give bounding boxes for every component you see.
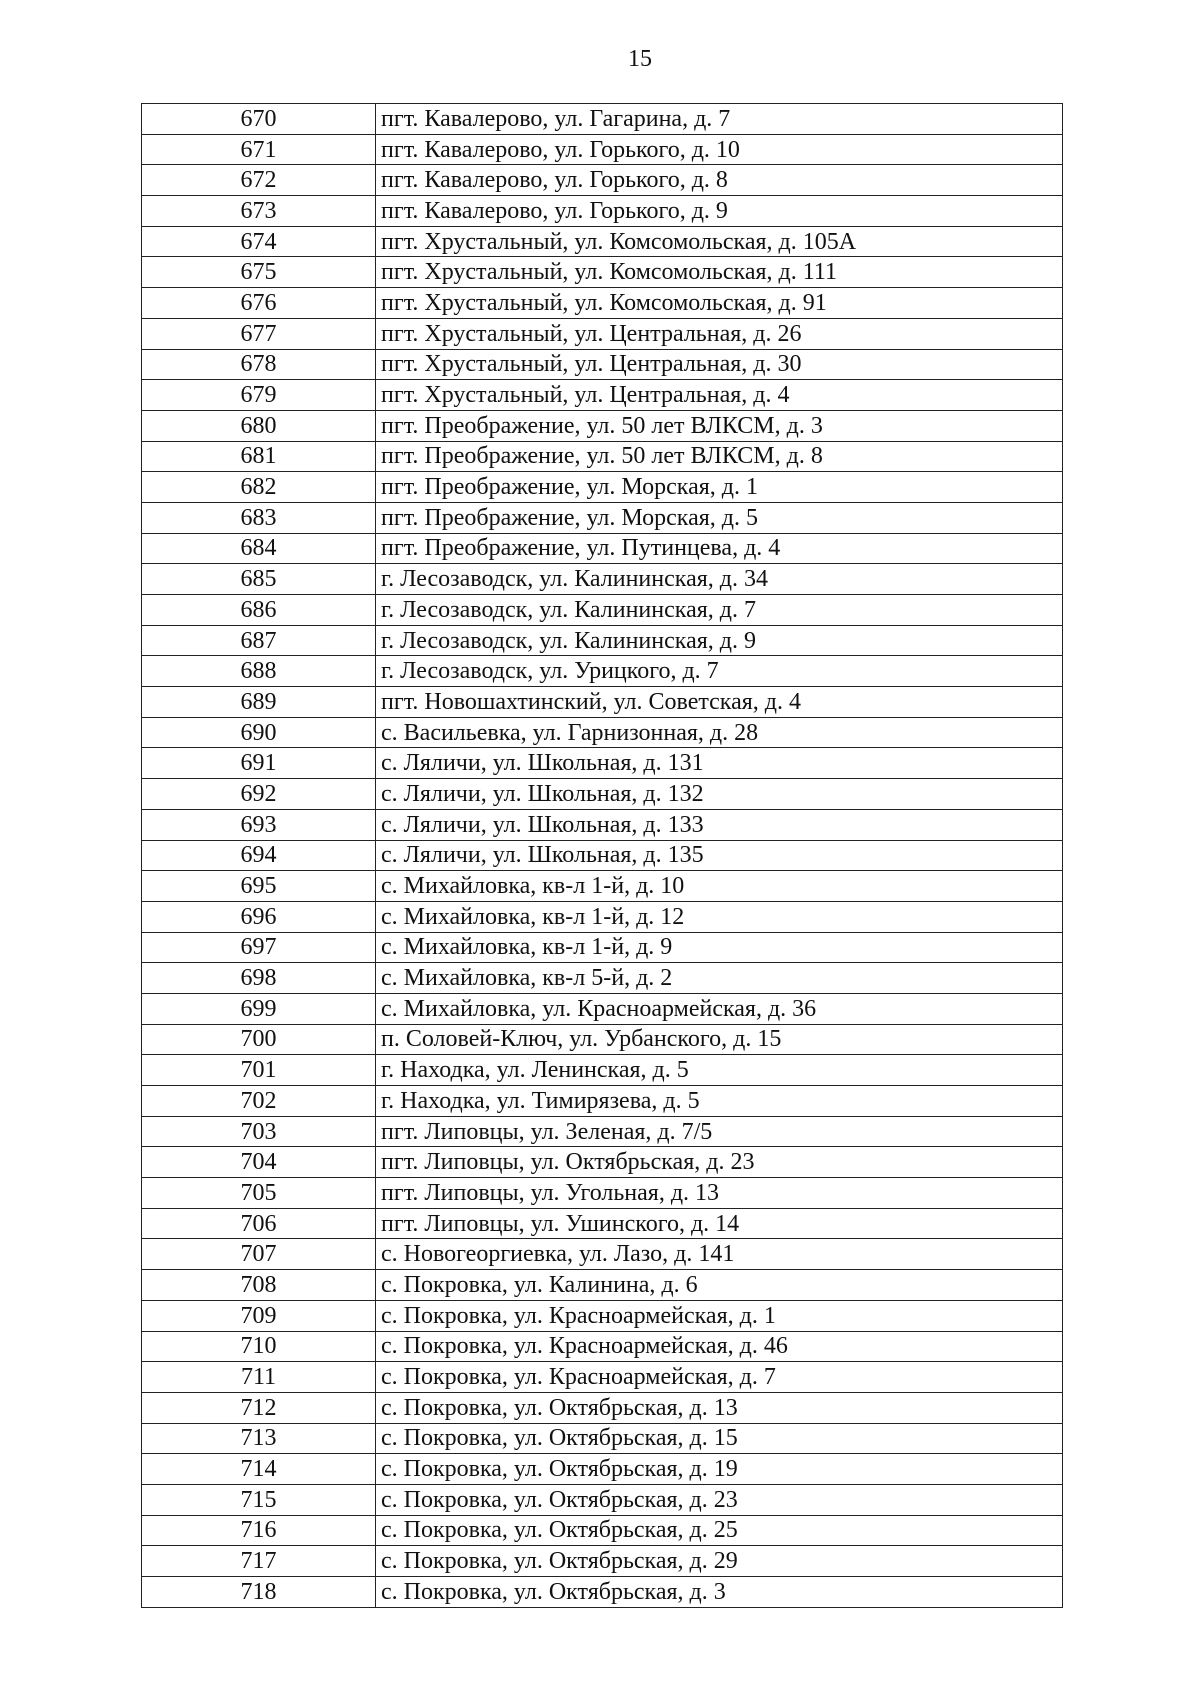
address-cell: пгт. Кавалерово, ул. Горького, д. 9 — [376, 196, 1063, 227]
address-cell: с. Михайловка, кв-л 5-й, д. 2 — [376, 963, 1063, 994]
address-cell: пгт. Хрустальный, ул. Комсомольская, д. 111 — [376, 257, 1063, 288]
table-row — [142, 1392, 1063, 1423]
table-row — [142, 1546, 1063, 1577]
row-number-cell: 718 — [142, 1577, 376, 1608]
address-cell: г. Лесозаводск, ул. Калининская, д. 7 — [376, 595, 1063, 626]
address-cell: с. Ляличи, ул. Школьная, д. 133 — [376, 809, 1063, 840]
row-number-cell: 713 — [142, 1423, 376, 1454]
address-cell: с. Покровка, ул. Октябрьская, д. 23 — [376, 1484, 1063, 1515]
address-cell: пгт. Новошахтинский, ул. Советская, д. 4 — [376, 687, 1063, 718]
address-cell: с. Ляличи, ул. Школьная, д. 131 — [376, 748, 1063, 779]
address-cell: с. Покровка, ул. Октябрьская, д. 13 — [376, 1392, 1063, 1423]
table-row — [142, 1086, 1063, 1117]
table-row — [142, 993, 1063, 1024]
table-row — [142, 533, 1063, 564]
address-cell: пгт. Преображение, ул. Морская, д. 5 — [376, 502, 1063, 533]
row-number-cell: 670 — [142, 104, 376, 135]
address-cell: пгт. Кавалерово, ул. Гагарина, д. 7 — [376, 104, 1063, 135]
table-row — [142, 1208, 1063, 1239]
table-row — [142, 1484, 1063, 1515]
row-number-cell: 715 — [142, 1484, 376, 1515]
address-cell: с. Покровка, ул. Октябрьская, д. 25 — [376, 1515, 1063, 1546]
address-cell: с. Покровка, ул. Октябрьская, д. 29 — [376, 1546, 1063, 1577]
table-row — [142, 1270, 1063, 1301]
row-number-cell: 701 — [142, 1055, 376, 1086]
address-cell: пгт. Хрустальный, ул. Центральная, д. 30 — [376, 349, 1063, 380]
address-cell: пгт. Хрустальный, ул. Комсомольская, д. 91 — [376, 288, 1063, 319]
address-cell: пгт. Хрустальный, ул. Комсомольская, д. 105А — [376, 226, 1063, 257]
address-cell: пгт. Преображение, ул. 50 лет ВЛКСМ, д. 3 — [376, 410, 1063, 441]
address-cell: с. Ляличи, ул. Школьная, д. 135 — [376, 840, 1063, 871]
address-cell: г. Лесозаводск, ул. Калининская, д. 34 — [376, 564, 1063, 595]
table-row — [142, 472, 1063, 503]
address-cell: с. Михайловка, кв-л 1-й, д. 12 — [376, 901, 1063, 932]
row-number-cell: 706 — [142, 1208, 376, 1239]
row-number-cell: 703 — [142, 1116, 376, 1147]
address-cell: пгт. Липовцы, ул. Октябрьская, д. 23 — [376, 1147, 1063, 1178]
address-cell: пгт. Хрустальный, ул. Центральная, д. 4 — [376, 380, 1063, 411]
row-number-cell: 685 — [142, 564, 376, 595]
table-row — [142, 165, 1063, 196]
table-row — [142, 1239, 1063, 1270]
row-number-cell: 688 — [142, 656, 376, 687]
address-cell: с. Покровка, ул. Октябрьская, д. 15 — [376, 1423, 1063, 1454]
row-number-cell: 694 — [142, 840, 376, 871]
table-row — [142, 963, 1063, 994]
row-number-cell: 707 — [142, 1239, 376, 1270]
table-row — [142, 441, 1063, 472]
row-number-cell: 691 — [142, 748, 376, 779]
table-row — [142, 1116, 1063, 1147]
table-row — [142, 134, 1063, 165]
row-number-cell: 709 — [142, 1300, 376, 1331]
address-cell: пгт. Липовцы, ул. Угольная, д. 13 — [376, 1178, 1063, 1209]
row-number-cell: 682 — [142, 472, 376, 503]
address-cell: пгт. Преображение, ул. 50 лет ВЛКСМ, д. 8 — [376, 441, 1063, 472]
address-cell: п. Соловей-Ключ, ул. Урбанского, д. 15 — [376, 1024, 1063, 1055]
row-number-cell: 671 — [142, 134, 376, 165]
table-row — [142, 318, 1063, 349]
address-cell: с. Васильевка, ул. Гарнизонная, д. 28 — [376, 717, 1063, 748]
table-row — [142, 1331, 1063, 1362]
row-number-cell: 673 — [142, 196, 376, 227]
table-row — [142, 196, 1063, 227]
row-number-cell: 696 — [142, 901, 376, 932]
address-cell: с. Покровка, ул. Октябрьская, д. 19 — [376, 1454, 1063, 1485]
table-row — [142, 564, 1063, 595]
table-row — [142, 932, 1063, 963]
address-cell: г. Находка, ул. Тимирязева, д. 5 — [376, 1086, 1063, 1117]
table-row — [142, 871, 1063, 902]
table-row — [142, 840, 1063, 871]
address-cell: с. Покровка, ул. Красноармейская, д. 7 — [376, 1362, 1063, 1393]
row-number-cell: 710 — [142, 1331, 376, 1362]
row-number-cell: 695 — [142, 871, 376, 902]
table-row — [142, 1147, 1063, 1178]
address-cell: пгт. Липовцы, ул. Ушинского, д. 14 — [376, 1208, 1063, 1239]
table-row — [142, 779, 1063, 810]
row-number-cell: 679 — [142, 380, 376, 411]
table-row — [142, 748, 1063, 779]
address-table — [141, 103, 1063, 1608]
row-number-cell: 674 — [142, 226, 376, 257]
address-cell: с. Михайловка, кв-л 1-й, д. 10 — [376, 871, 1063, 902]
table-row — [142, 410, 1063, 441]
address-cell: с. Покровка, ул. Октябрьская, д. 3 — [376, 1577, 1063, 1608]
address-cell: пгт. Преображение, ул. Путинцева, д. 4 — [376, 533, 1063, 564]
table-row — [142, 717, 1063, 748]
address-cell: пгт. Кавалерово, ул. Горького, д. 10 — [376, 134, 1063, 165]
address-cell: с. Покровка, ул. Красноармейская, д. 46 — [376, 1331, 1063, 1362]
table-row — [142, 809, 1063, 840]
address-cell: с. Покровка, ул. Калинина, д. 6 — [376, 1270, 1063, 1301]
row-number-cell: 687 — [142, 625, 376, 656]
row-number-cell: 690 — [142, 717, 376, 748]
table-row — [142, 656, 1063, 687]
table-row — [142, 349, 1063, 380]
row-number-cell: 692 — [142, 779, 376, 810]
row-number-cell: 699 — [142, 993, 376, 1024]
table-row — [142, 104, 1063, 135]
table-row — [142, 595, 1063, 626]
row-number-cell: 708 — [142, 1270, 376, 1301]
row-number-cell: 681 — [142, 441, 376, 472]
address-table-body — [142, 104, 1063, 1608]
row-number-cell: 677 — [142, 318, 376, 349]
row-number-cell: 711 — [142, 1362, 376, 1393]
row-number-cell: 676 — [142, 288, 376, 319]
table-row — [142, 226, 1063, 257]
table-row — [142, 1423, 1063, 1454]
address-cell: с. Михайловка, кв-л 1-й, д. 9 — [376, 932, 1063, 963]
row-number-cell: 714 — [142, 1454, 376, 1485]
row-number-cell: 683 — [142, 502, 376, 533]
table-row — [142, 1577, 1063, 1608]
table-row — [142, 1178, 1063, 1209]
row-number-cell: 672 — [142, 165, 376, 196]
row-number-cell: 678 — [142, 349, 376, 380]
table-row — [142, 1362, 1063, 1393]
address-cell: с. Ляличи, ул. Школьная, д. 132 — [376, 779, 1063, 810]
table-row — [142, 257, 1063, 288]
address-cell: пгт. Липовцы, ул. Зеленая, д. 7/5 — [376, 1116, 1063, 1147]
row-number-cell: 680 — [142, 410, 376, 441]
row-number-cell: 702 — [142, 1086, 376, 1117]
table-row — [142, 1454, 1063, 1485]
table-row — [142, 687, 1063, 718]
row-number-cell: 705 — [142, 1178, 376, 1209]
row-number-cell: 717 — [142, 1546, 376, 1577]
row-number-cell: 697 — [142, 932, 376, 963]
address-cell: с. Новогеоргиевка, ул. Лазо, д. 141 — [376, 1239, 1063, 1270]
address-cell: г. Лесозаводск, ул. Урицкого, д. 7 — [376, 656, 1063, 687]
address-cell: г. Находка, ул. Ленинская, д. 5 — [376, 1055, 1063, 1086]
row-number-cell: 675 — [142, 257, 376, 288]
table-row — [142, 625, 1063, 656]
address-cell: с. Покровка, ул. Красноармейская, д. 1 — [376, 1300, 1063, 1331]
row-number-cell: 712 — [142, 1392, 376, 1423]
row-number-cell: 693 — [142, 809, 376, 840]
row-number-cell: 704 — [142, 1147, 376, 1178]
row-number-cell: 700 — [142, 1024, 376, 1055]
row-number-cell: 689 — [142, 687, 376, 718]
table-row — [142, 1055, 1063, 1086]
row-number-cell: 716 — [142, 1515, 376, 1546]
table-row — [142, 901, 1063, 932]
address-cell: пгт. Преображение, ул. Морская, д. 1 — [376, 472, 1063, 503]
address-cell: пгт. Кавалерово, ул. Горького, д. 8 — [376, 165, 1063, 196]
table-row — [142, 380, 1063, 411]
row-number-cell: 686 — [142, 595, 376, 626]
address-cell: с. Михайловка, ул. Красноармейская, д. 36 — [376, 993, 1063, 1024]
address-cell: г. Лесозаводск, ул. Калининская, д. 9 — [376, 625, 1063, 656]
row-number-cell: 684 — [142, 533, 376, 564]
table-row — [142, 1024, 1063, 1055]
table-row — [142, 1515, 1063, 1546]
table-row — [142, 1300, 1063, 1331]
page-number: 15 — [628, 46, 652, 72]
address-cell: пгт. Хрустальный, ул. Центральная, д. 26 — [376, 318, 1063, 349]
row-number-cell: 698 — [142, 963, 376, 994]
table-row — [142, 288, 1063, 319]
table-row — [142, 502, 1063, 533]
